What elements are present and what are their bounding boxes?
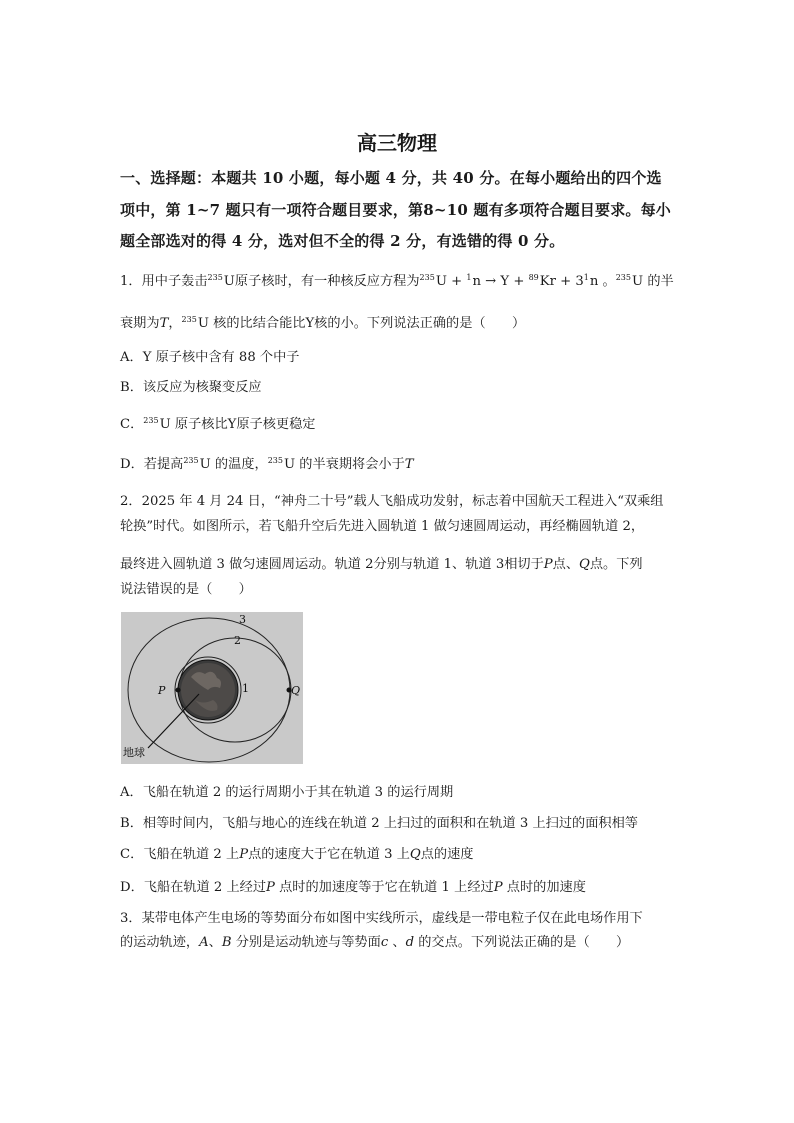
kr-notation: 89 [528, 273, 539, 283]
label-3: 3 [239, 613, 246, 626]
q2-line-2: 轮换”时代。如图所示，若飞船升空后先进入圆轨道 1 做匀速圆周运动，再经椭圆轨道 2， [120, 519, 645, 534]
u-notation: 235 [207, 273, 223, 283]
section-instructions-line-1: 一、选择题：本题共 10 小题，每小题 4 分，共 40 分。在每小题给出的四个选 [120, 169, 662, 187]
point-p [176, 688, 181, 693]
q2-line-4: 说法错误的是（ ） [120, 582, 252, 597]
q1-option-d: D．若提高$^{235}$U 的温度，$^{235}$U 的半衰期将会小于T [120, 456, 414, 472]
orbit-figure [121, 612, 303, 764]
q3-line-2: 的运动轨迹，A、B 分别是运动轨迹与等势面c 、d 的交点。下列说法正确的是（ ） [120, 935, 630, 950]
label-p: P [158, 684, 166, 697]
q2-option-b: B．相等时间内，飞船与地心的连线在轨道 2 上扫过的面积和在轨道 3 上扫过的面积相等 [120, 816, 638, 831]
section-instructions-line-3: 题全部选对的得 4 分，选对但不全的得 2 分，有选错的得 0 分。 [120, 232, 565, 250]
q3-line-1: 3．某带电体产生电场的等势面分布如图中实线所示，虚线是一带电粒子仅在此电场作用下 [120, 911, 643, 926]
label-2: 2 [234, 634, 241, 647]
label-earth: 地球 [123, 746, 145, 759]
label-q: Q [291, 684, 301, 697]
u-notation: 235 [615, 273, 631, 283]
q1-option-c: C．$^{235}$U 原子核比Y原子核更稳定 [120, 416, 316, 432]
neutron-notation: 1 [466, 273, 472, 283]
q2-option-a: A．飞船在轨道 2 的运行周期小于其在轨道 3 的运行周期 [120, 785, 454, 800]
u-notation: 235 [419, 273, 435, 283]
label-1: 1 [242, 682, 249, 695]
q1-option-a: A．Y 原子核中含有 88 个中子 [120, 350, 300, 365]
q2-option-d: D．飞船在轨道 2 上经过P 点时的加速度等于它在轨道 1 上经过P 点时的加速度 [120, 880, 586, 895]
earth-pointer [148, 694, 199, 748]
q1-stem-b: 原子核时，有一种核反应方程为 [234, 274, 420, 289]
q2-line-3: 最终进入圆轨道 3 做匀速圆周运动。轨道 2分别与轨道 1、轨道 3相切于P点、Q点。下列 [120, 557, 643, 572]
q2-line-1: 2．2025 年 4 月 24 日，“神舟二十号”载人飞船成功发射，标志着中国航天工程进入“双乘组 [120, 494, 664, 509]
q1-stem-a: 1．用中子轰击 [120, 274, 208, 289]
section-instructions-line-2: 项中，第 1~7 题只有一项符合题目要求，第8~10 题有多项符合题目要求。每小 [120, 201, 671, 219]
q1-line-1: 1．用中子轰击$^{235}$U原子核时，有一种核反应方程为$^{235}U + ^1n \to Y + ^{89}Kr + 3^1n$ 。$^{235}$U 的半 [120, 273, 674, 289]
orbit-diagram [121, 612, 303, 764]
q1-line-2: 衰期为T，$^{235}$U 核的比结合能比Y核的小。下列说法正确的是（ ） [120, 315, 526, 331]
q1-option-b: B．该反应为核聚变反应 [120, 380, 262, 395]
page-title: 高三物理 [357, 131, 437, 155]
q2-option-c: C．飞船在轨道 2 上P点的速度大于它在轨道 3 上Q点的速度 [120, 847, 474, 862]
